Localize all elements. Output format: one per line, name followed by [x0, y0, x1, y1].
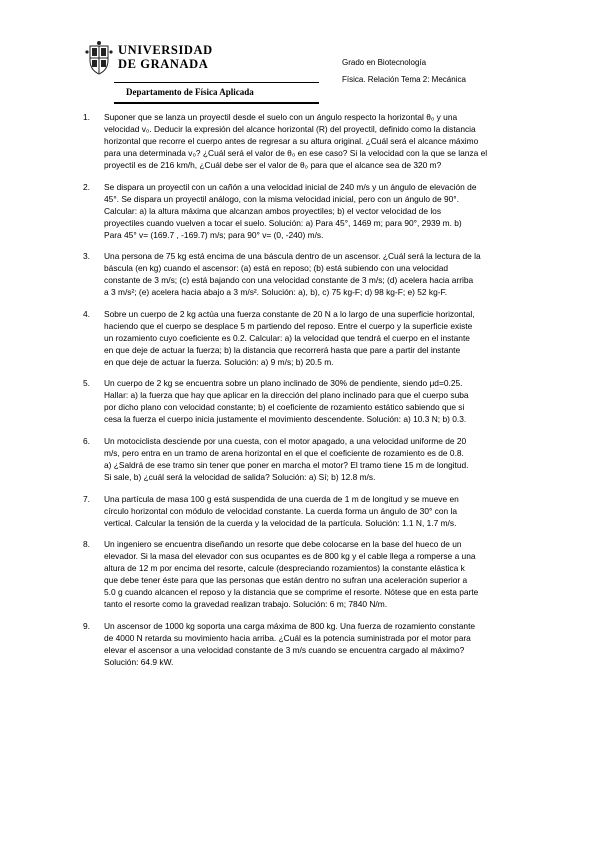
problem-text: Un cuerpo de 2 kg se encuentra sobre un plano inclinado de 30% de pendiente, siendo μd=0.25. Hallar: a) la fuerza que hay que aplicar en la dirección del plano inclinado para que el cuerpo suba por dicho plano con velocidad constante; b) el coeficiente de rozamiento estático sabiendo que si cesa la fuerza el cuerpo inicia justamente el movimiento descendente. Solución: a) 10.3 N; b) 0.3.	[104, 378, 469, 425]
problem-item	[84, 377, 514, 425]
problem-list	[84, 111, 514, 677]
problem-text: Un ascensor de 1000 kg soporta una carga máxima de 800 kg. Una fuerza de rozamiento constante de 4000 N retarda su movimiento hacia arriba. ¿Cuál es la potencia suministrada por el motor para elevar el ascensor a una velocidad constante de 3 m/s cuando se encuentra cargado al máximo? Solución: 64.9 kW.	[104, 620, 476, 667]
problem-number: 2.	[83, 181, 90, 192]
problem-text: Se dispara un proyectil con un cañón a una velocidad inicial de 240 m/s y un ángulo de elevación de 45°. Se dispara un proyectil análogo, con la misma velocidad inicial, pero con un ángulo de 90°. Calcular: a) la altura máxima que alcanzan ambos proyectiles; b) el vector velocidad de los proyectiles cuando vuelven a tocar el suelo. Solución: a) Para 45°, 1469 m; para 90°, 2939 m. b) Para 45° v= (169.7 , -169.7) m/s; para 90° v= (0, -240) m/s.	[104, 181, 477, 240]
problem-text: Suponer que se lanza un proyectil desde el suelo con un ángulo respecto la horizontal θ₀ y una velocidad v₀. Deducir la expresión del alcance horizontal (R) del proyectil, definido como la distancia horizontal que recorre el cuerpo antes de regresar a su altura original. ¿Cuál será el alcance máximo para una determinada v₀? ¿Cuál será el valor de θ₀ en ese caso? Si la velocidad con la que se lanza el proyectil es de 216 km/h, ¿Cuál debe ser el valor de θ₀ para que el alcance sea de 320 m?	[104, 112, 488, 170]
problem-item	[84, 250, 514, 298]
problem-number: 1.	[83, 112, 90, 122]
university-crest-logo	[84, 40, 114, 76]
header	[84, 40, 544, 110]
problem-item	[84, 435, 514, 483]
problem-item	[84, 308, 514, 368]
problem-text: Un ingeniero se encuentra diseñando un resorte que debe colocarse en la base del hueco de un elevador. Si la masa del elevador con sus ocupantes es de 800 kg y el cable llega a romperse a una altura de 12 m por encima del resorte, calcule (despreciando rozamientos) la constante elástica k que debe tener éste para que las personas que están dentro no sufran una aceleración superior a 5.0 g cuando alcancen el reposo y la distancia que se comprime el resorte. Nótese que en esta parte tanto el resorte como la gravedad realizan trabajo. Solución: 6 m; 7840 N/m.	[104, 539, 479, 610]
problem-number: 8.	[83, 539, 90, 550]
problem-item	[84, 620, 514, 668]
problem-number: 5.	[83, 378, 90, 389]
university-name-line-1: UNIVERSIDAD	[118, 43, 213, 57]
problem-number: 7.	[83, 493, 90, 504]
course-info	[342, 54, 466, 88]
problem-text: Un motociclista desciende por una cuesta, con el motor apagado, a una velocidad uniforme de 20 m/s, pero entra en un tramo de arena horizontal en el que el coeficiente de rozamiento es de 0.8. a) ¿Saldrá de ese tramo sin tener que poner en marcha el motor? El tramo tiene 15 m de longitud. Si sale, b) ¿cuál será la velocidad de salida? Solución: a) Sí; b) 12.8 m/s.	[104, 435, 469, 482]
problem-text: Una persona de 75 kg está encima de una báscula dentro de un ascensor. ¿Cuál será la lectura de la báscula (en kg) cuando el ascensor: (a) está en reposo; (b) está subiendo con una velocidad constante de 3 m/s; (c) está bajando con una velocidad constante de 3 m/s; (d) acelera hacia arriba a 3 m/s²; (e) acelera hacia abajo a 3 m/s². Solución: a), b), c) 75 kg-F; d) 98 kg-F; e) 52 kg-F.	[104, 251, 481, 298]
department-name: Departamento de Física Aplicada	[126, 87, 254, 97]
problem-number: 6.	[83, 435, 90, 446]
problem-item	[84, 538, 514, 610]
problem-text: Sobre un cuerpo de 2 kg actúa una fuerza constante de 20 N a lo largo de una superficie horizontal, haciendo que el cuerpo se desplace 5 m partiendo del reposo. Entre el cuerpo y la superficie existe un rozamiento cuyo coeficiente es 0.2. Calcular: a) la velocidad que tendrá el cuerpo en el instante en que deje de actuar la fuerza; b) la distancia que recorrerá hasta que pare a partir del instante en que deje de actuar la fuerza. Solución: a) 9 m/s; b) 20.5 m.	[104, 308, 475, 367]
problem-text: Una partícula de masa 100 g está suspendida de una cuerda de 1 m de longitud y se mueve en círculo horizontal con módulo de velocidad constante. La cuerda forma un ángulo de 30° con la vertical. Calcular la tensión de la cuerda y la velocidad de la partícula. Solución: 1.1 N, 1.7 m/s.	[104, 493, 459, 528]
problem-item	[84, 181, 514, 241]
problem-number: 4.	[83, 308, 90, 319]
department-box	[114, 82, 319, 104]
problem-number: 3.	[83, 251, 90, 262]
problem-item	[84, 493, 514, 529]
university-name-line-2: DE GRANADA	[118, 57, 209, 71]
problem-item	[84, 111, 514, 171]
course-title: Grado en Biotecnología	[342, 58, 427, 67]
university-name	[118, 43, 213, 71]
problem-number: 9.	[83, 620, 90, 631]
course-subtitle: Física. Relación Tema 2: Mecánica	[342, 75, 466, 84]
